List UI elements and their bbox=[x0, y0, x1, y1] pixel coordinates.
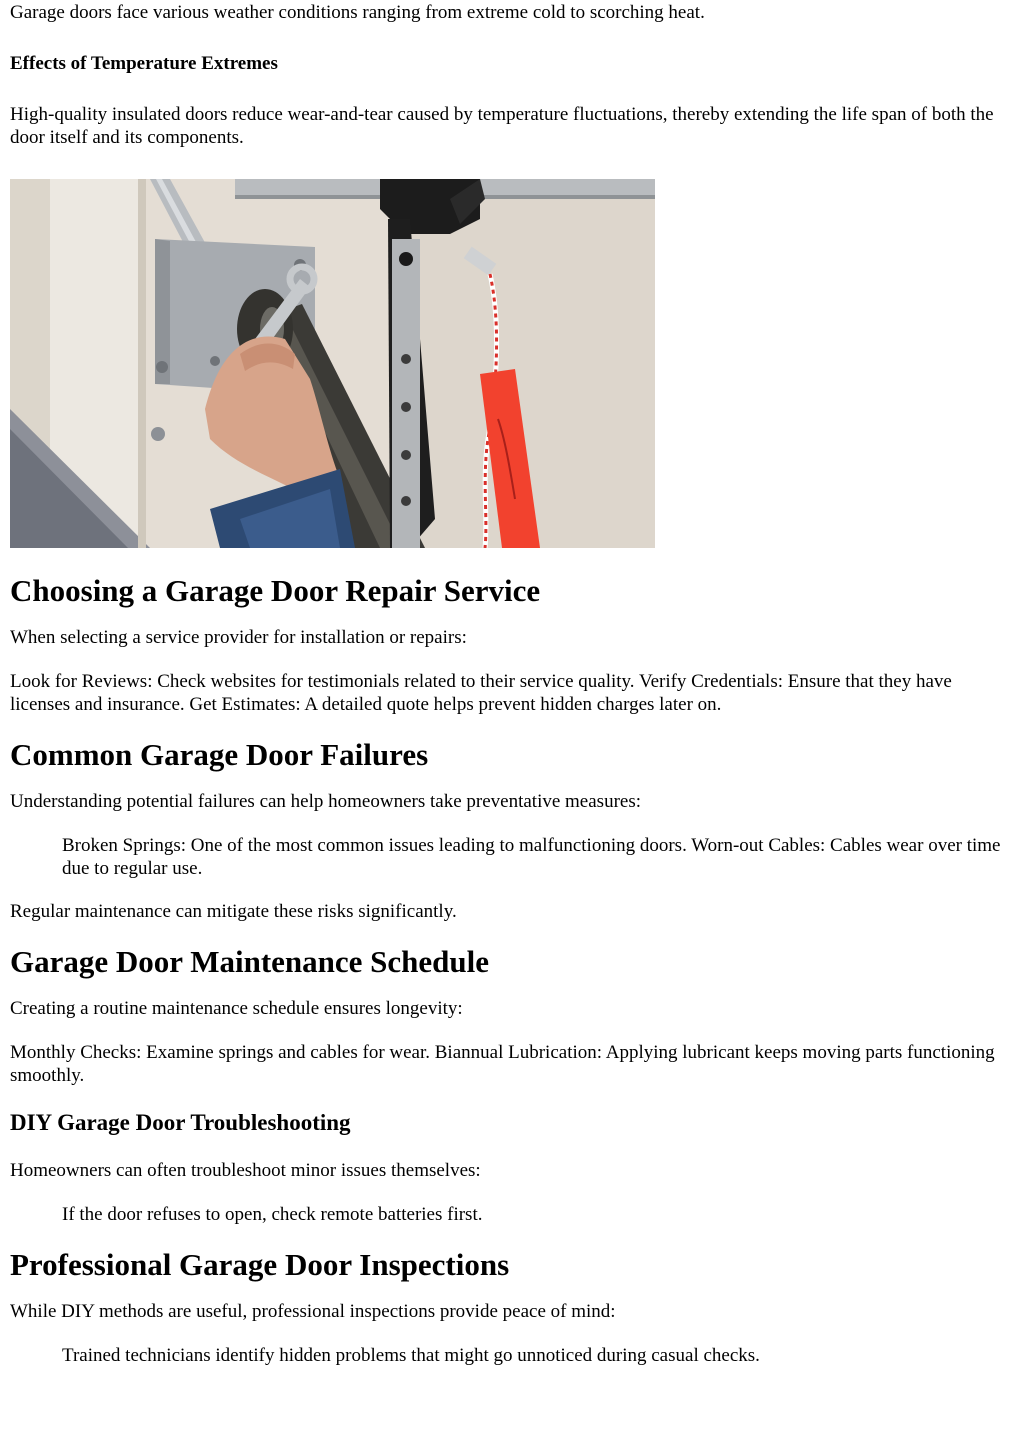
schedule-body-paragraph: Monthly Checks: Examine springs and cables for wear. Biannual Lubrication: Applying lubricant keeps moving parts functioning smoothly. bbox=[10, 1042, 995, 1086]
garage-spring-photo bbox=[10, 179, 655, 548]
choosing-body-paragraph: Look for Reviews: Check websites for testimonials related to their service quality. Verify Credentials: Ensure that they have licenses and insurance. Get Estimates: A detailed quote helps prevent hidden charges later on. bbox=[10, 671, 952, 715]
intro-paragraph: Garage doors face various weather conditions ranging from extreme cold to scorching heat. bbox=[10, 2, 705, 23]
inspections-heading: Professional Garage Door Inspections bbox=[10, 1247, 510, 1282]
inspections-intro-paragraph: While DIY methods are useful, professional inspections provide peace of mind: bbox=[10, 1301, 616, 1322]
failures-intro-paragraph: Understanding potential failures can help homeowners take preventative measures: bbox=[10, 791, 641, 812]
choosing-heading: Choosing a Garage Door Repair Service bbox=[10, 573, 541, 608]
temperature-heading: Effects of Temperature Extremes bbox=[10, 53, 278, 74]
choosing-intro-paragraph: When selecting a service provider for installation or repairs: bbox=[10, 627, 467, 648]
diy-intro-paragraph: Homeowners can often troubleshoot minor issues themselves: bbox=[10, 1160, 481, 1181]
failures-quote: Broken Springs: One of the most common issues leading to malfunctioning doors. Worn-out Cables: Cables wear over time due to regular use. bbox=[62, 835, 1001, 879]
diy-quote: If the door refuses to open, check remote batteries first. bbox=[62, 1204, 483, 1225]
temperature-paragraph: High-quality insulated doors reduce wear-and-tear caused by temperature fluctuations, thereby extending the life span of both the door itself and its components. bbox=[10, 104, 994, 148]
inspections-quote: Trained technicians identify hidden problems that might go unnoticed during casual checks. bbox=[62, 1345, 760, 1366]
schedule-heading: Garage Door Maintenance Schedule bbox=[10, 944, 490, 979]
photo-illustration bbox=[10, 179, 655, 548]
schedule-intro-paragraph: Creating a routine maintenance schedule ensures longevity: bbox=[10, 998, 463, 1019]
diy-heading: DIY Garage Door Troubleshooting bbox=[10, 1110, 351, 1135]
failures-heading: Common Garage Door Failures bbox=[10, 737, 429, 772]
failures-outro-paragraph: Regular maintenance can mitigate these risks significantly. bbox=[10, 901, 457, 922]
